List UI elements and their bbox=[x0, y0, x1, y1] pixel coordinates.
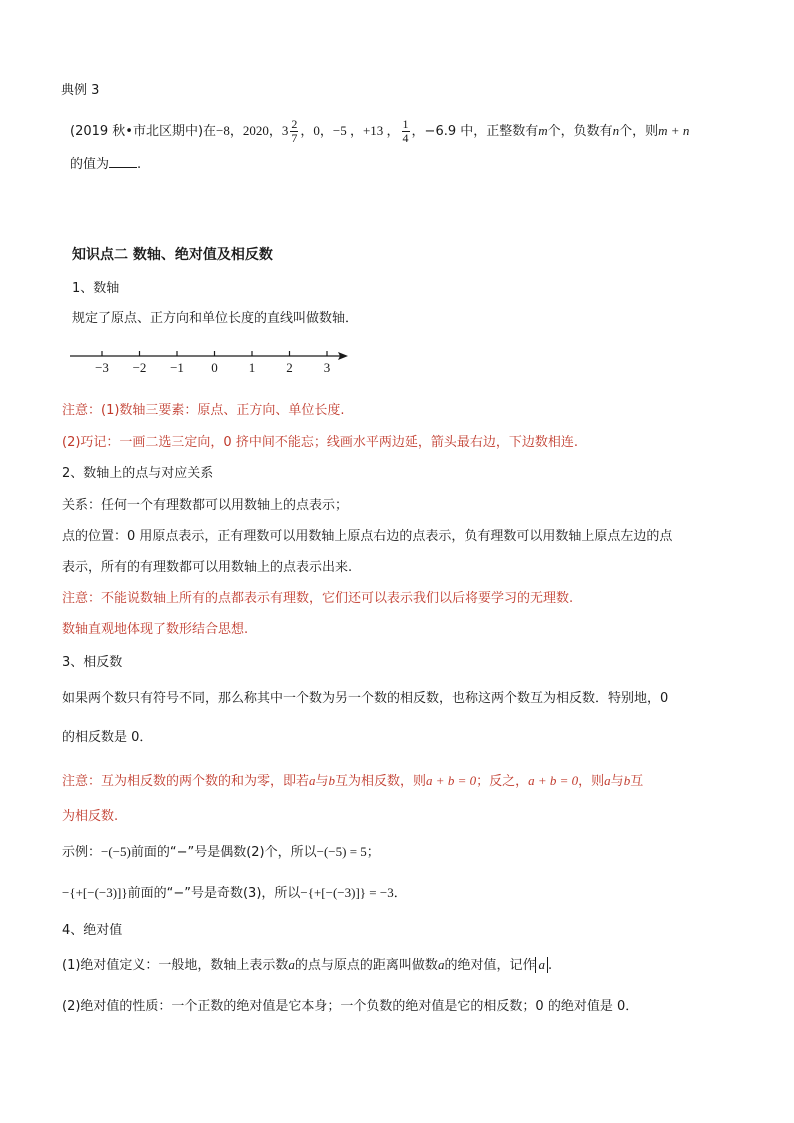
ex1-text: 前面的“−”号是偶数(2)个，所以 bbox=[130, 845, 317, 860]
note5-eq2: a + b = 0 bbox=[528, 773, 579, 788]
mixed-numerator: 2 bbox=[291, 117, 298, 131]
ex1-expression: −(−5) bbox=[101, 844, 131, 859]
position-text-line1: 点的位置：0 用原点表示，正有理数可以用数轴上原点右边的点表示，负有理数可以用数轴上原点左边的点 bbox=[62, 529, 673, 544]
number-line-figure bbox=[60, 344, 360, 378]
note5-var-b2: b bbox=[623, 773, 631, 788]
tick-label: 3 bbox=[323, 360, 331, 375]
example-source: (2019 秋•市北区期中)在 bbox=[70, 124, 217, 139]
note-irrational: 注意：不能说数轴上所有的点都表示有理数，它们还可以表示我们以后将要学习的无理数. bbox=[62, 591, 574, 606]
example-question-text-a: ，−6.9 中，正整数有 bbox=[411, 124, 539, 139]
example-odd-minus bbox=[62, 884, 407, 903]
note5-text-b: 与 bbox=[315, 774, 329, 789]
position-text-line2: 表示，所有的有理数都可以用数轴上的点表示出来. bbox=[62, 560, 353, 575]
var-n: n bbox=[612, 123, 620, 138]
example-even-minus bbox=[62, 843, 380, 862]
ex2-end: ． bbox=[393, 886, 407, 901]
example-value-text: 的值为 bbox=[70, 157, 110, 172]
example-question-text-c: 个，则 bbox=[619, 124, 659, 139]
ex1-end: ； bbox=[366, 845, 380, 860]
sub-heading-number-line: 1、数轴 bbox=[72, 281, 120, 296]
note-three-elements: 注意：(1)数轴三要素：原点、正方向、单位长度. bbox=[62, 403, 345, 418]
example-numbers-b: ，0，−5 ，+13 ， bbox=[300, 123, 400, 138]
tick-label: 2 bbox=[286, 360, 293, 375]
sub-heading-absolute-value: 4、绝对值 bbox=[62, 923, 123, 938]
relation-text: 关系：任何一个有理数都可以用数轴上的点表示； bbox=[62, 498, 349, 513]
ex1-equation: −(−5) = 5 bbox=[316, 844, 367, 859]
mixed-fraction bbox=[290, 118, 298, 145]
opposite-definition-line1: 如果两个数只有符号不同，那么称其中一个数为另一个数的相反数，也称这两个数互为相反数．特别地，0 bbox=[62, 691, 669, 706]
var-m: m bbox=[538, 123, 548, 138]
note-number-shape: 数轴直观地体现了数形结合思想. bbox=[62, 622, 249, 637]
note5-text-c: 互为相反数，则 bbox=[335, 774, 427, 789]
note5-eq1: a + b = 0 bbox=[426, 773, 477, 788]
example-title: 典例 3 bbox=[61, 83, 100, 98]
fraction-quarter bbox=[402, 118, 410, 145]
sub-heading-opposite: 3、相反数 bbox=[62, 655, 123, 670]
ex2-equation: −{+[−(−3)]} = −3 bbox=[300, 885, 394, 900]
note5-text-d: ；反之， bbox=[476, 774, 529, 789]
example-question-text-b: 个，负数有 bbox=[547, 124, 613, 139]
number-line-definition: 规定了原点、正方向和单位长度的直线叫做数轴． bbox=[72, 311, 359, 326]
mixed-denominator: 7 bbox=[291, 131, 298, 145]
abs-symbol: a bbox=[535, 957, 548, 973]
note5-var-a: a bbox=[309, 773, 316, 788]
absolute-value-definition bbox=[62, 956, 552, 975]
note5-var-b: b bbox=[328, 773, 336, 788]
number-line-ticks bbox=[95, 351, 330, 375]
abs1-var-a: a bbox=[288, 957, 295, 972]
note5-text-a: 注意：互为相反数的两个数的和为零，即若 bbox=[62, 774, 310, 789]
example-numbers-a: −8，2020， bbox=[216, 123, 282, 138]
absolute-value-properties: (2)绝对值的性质：一个正数的绝对值是它本身；一个负数的绝对值是它的相反数；0 的绝对值是 0． bbox=[62, 999, 639, 1014]
note5-text-e: ，则 bbox=[578, 774, 605, 789]
answer-blank[interactable] bbox=[109, 155, 137, 168]
note5-text-g: 互 bbox=[630, 774, 644, 789]
tick-label: 1 bbox=[248, 360, 256, 375]
tick-label: −1 bbox=[170, 360, 184, 375]
note5-var-a2: a bbox=[604, 773, 611, 788]
note5-text-f: 与 bbox=[610, 774, 624, 789]
note-opposite-sum-line1 bbox=[62, 772, 643, 791]
fraction-numerator: 1 bbox=[402, 117, 409, 131]
abs1-var-a2: a bbox=[437, 957, 445, 972]
ex1-label: 示例： bbox=[62, 845, 102, 860]
tick-label: 0 bbox=[211, 360, 218, 375]
tick-label: −3 bbox=[95, 360, 109, 375]
tick-label: −2 bbox=[132, 360, 147, 375]
abs1-text-c: 的绝对值，记作 bbox=[444, 958, 536, 973]
note-opposite-sum-line2: 为相反数. bbox=[62, 809, 119, 824]
opposite-definition-line2: 的相反数是 0． bbox=[62, 730, 153, 745]
note-mnemonic: (2)巧记：一画二选三定向，0 挤中间不能忘；线画水平两边延，箭头最右边，下边数相连. bbox=[62, 435, 578, 450]
mixed-whole: 3 bbox=[281, 123, 289, 138]
example-question-line2 bbox=[70, 155, 141, 174]
fraction-denominator: 4 bbox=[402, 131, 409, 145]
abs1-text-a: (1)绝对值定义：一般地，数轴上表示数 bbox=[62, 958, 289, 973]
sub-heading-correspondence: 2、数轴上的点与对应关系 bbox=[62, 466, 214, 481]
expr-m-plus-n: m + n bbox=[658, 123, 690, 138]
example-question-line1 bbox=[70, 117, 689, 145]
ex2-expression: −{+[−(−3)]} bbox=[62, 885, 128, 900]
section-heading: 知识点二 数轴、绝对值及相反数 bbox=[72, 247, 273, 263]
mixed-number bbox=[281, 117, 301, 145]
abs1-text-b: 的点与原点的距离叫做数 bbox=[294, 958, 438, 973]
example-end: . bbox=[137, 157, 142, 172]
abs1-end: . bbox=[547, 958, 553, 973]
ex2-text: 前面的“−”号是奇数(3)，所以 bbox=[127, 886, 301, 901]
